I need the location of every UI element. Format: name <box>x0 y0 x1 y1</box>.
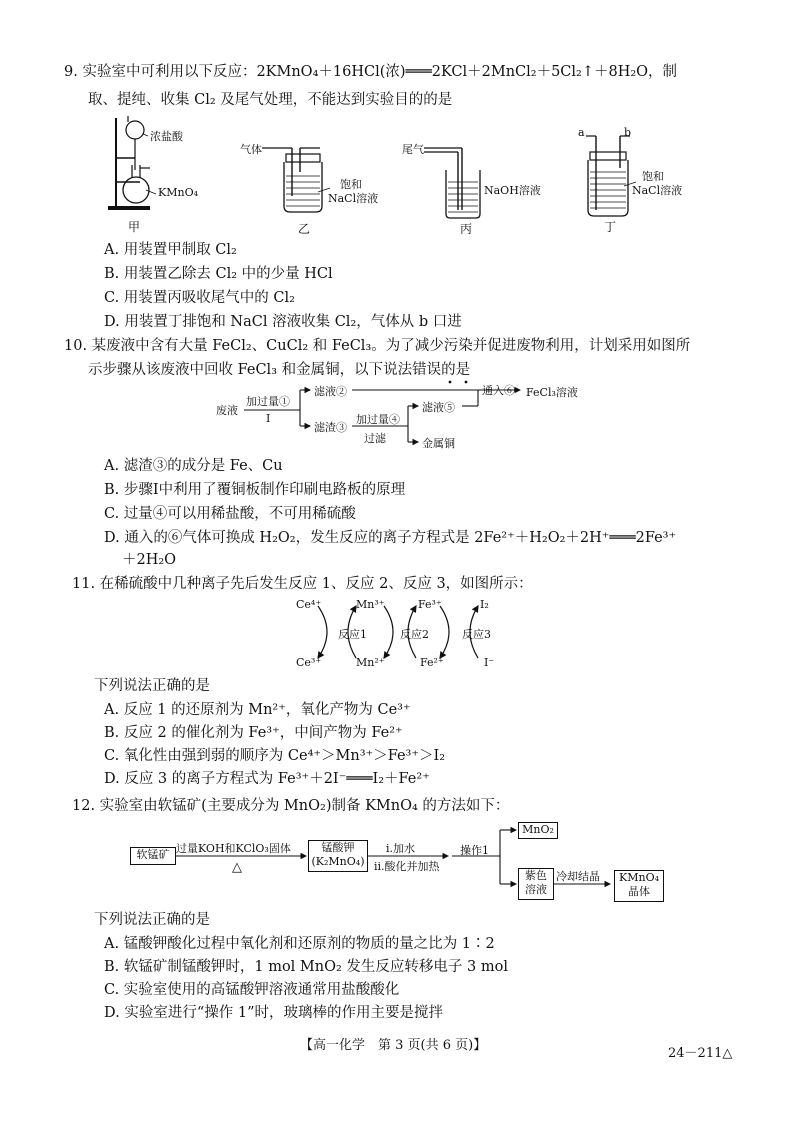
ding-port-a: a <box>578 126 585 139</box>
apparatus-jia-label: 甲 <box>128 220 141 234</box>
q11-option-a: A. 反应 1 的还原剂为 Mn²⁺，氧化产物为 Ce³⁺ <box>104 702 411 718</box>
q10-option-c: C. 过量④可以用稀盐酸，不可用稀硫酸 <box>104 506 356 522</box>
q10-step1-bottom: Ⅰ <box>266 412 271 425</box>
q12-mno2-box: MnO₂ <box>518 822 558 839</box>
page-footer: 【高一化学 第 3 页(共 6 页)】 <box>300 1038 487 1053</box>
q11-option-b: B. 反应 2 的催化剂为 Fe³⁺，中间产物为 Fe²⁺ <box>104 725 403 741</box>
ding-port-b: b <box>624 126 632 139</box>
q10-residue3: 滤渣③ <box>314 421 347 434</box>
q10-option-b: B. 步骤Ⅰ中利用了覆铜板制作印刷电路板的原理 <box>104 482 406 498</box>
q12-manganate-box <box>308 840 368 872</box>
q12-purple-box <box>518 868 554 900</box>
ion-iminus: I⁻ <box>484 656 495 669</box>
q9-stem-line2: 取、提纯、收集 Cl₂ 及尾气处理，不能达到实验目的的是 <box>88 92 453 108</box>
q12-purple-line1: 紫色 <box>525 869 547 882</box>
q12-step-i: ⅰ.加水 <box>386 842 416 855</box>
ion-fe2: Fe²⁺ <box>420 656 444 669</box>
q12-option-c: C. 实验室使用的高锰酸钾溶液通常用盐酸酸化 <box>104 982 400 998</box>
q12-product-line2: 晶体 <box>628 885 650 898</box>
q12-product-box <box>614 870 664 902</box>
q10-step1-top: 加过量① <box>246 395 290 408</box>
ion-ce4: Ce⁴⁺ <box>296 598 322 611</box>
q12-manganate-line1: 锰酸钾 <box>321 841 355 854</box>
q11-prompt: 下列说法正确的是 <box>94 678 210 694</box>
q12-purple-line2: 溶液 <box>525 883 547 896</box>
q10-option-d-cont: ＋2H₂O <box>122 552 177 568</box>
q10-stem-line2: 示步骤从该废液中回收 FeCl₃ 和金属铜，以下说法错误的是 <box>88 362 471 378</box>
reaction-1-label: 反应1 <box>338 628 367 641</box>
q10-product: FeCl₃溶液 <box>526 386 578 399</box>
q12-product-line1: KMnO₄ <box>619 871 659 884</box>
q10-option-d: D. 通入的⑥气体可换成 H₂O₂，发生反应的离子方程式是 2Fe²⁺＋H₂O₂＋2H⁺═══2Fe³⁺ <box>104 530 677 546</box>
q12-prompt: 下列说法正确的是 <box>94 912 210 928</box>
reaction-2-label: 反应2 <box>400 628 429 641</box>
q12-condition-top: 过量KOH和KClO₃固体 <box>176 842 291 855</box>
q10-option-a: A. 滤渣③的成分是 Fe、Cu <box>104 458 283 474</box>
q12-operation1: 操作1 <box>460 844 489 857</box>
q10-copper: 金属铜 <box>422 437 455 450</box>
ion-i2: I₂ <box>480 598 489 611</box>
q10-filtrate5: 滤液⑤ <box>422 401 455 414</box>
q11-option-d: D. 反应 3 的离子方程式为 Fe³⁺＋2I⁻═══I₂＋Fe²⁺ <box>104 771 430 787</box>
reaction-3-label: 反应3 <box>462 628 491 641</box>
ion-mn3: Mn³⁺ <box>356 598 385 611</box>
q12-condition-bottom: △ <box>232 860 242 875</box>
q12-cool-crystallize: 冷却结晶 <box>556 870 600 883</box>
apparatus-yi-label: 乙 <box>298 222 311 236</box>
ding-reagent-2: NaCl溶液 <box>632 184 683 197</box>
bing-reagent: NaOH溶液 <box>484 184 541 197</box>
q10-step2-bottom: 过滤 <box>364 432 386 445</box>
bing-gas-label: 尾气 <box>402 143 424 156</box>
q9-option-d: D. 用装置丁排饱和 NaCl 溶液收集 Cl₂，气体从 b 口进 <box>104 314 462 330</box>
apparatus-ding-label: 丁 <box>604 220 617 234</box>
jia-reagent-top: 浓盐酸 <box>150 130 183 143</box>
paper-code: 24－211△ <box>668 1046 733 1061</box>
q10-start: 废液 <box>216 404 238 417</box>
q12-manganate-line2: (K₂MnO₄) <box>311 855 365 868</box>
apparatus-bing-label: 丙 <box>460 222 473 236</box>
q11-cycle-diagram <box>0 596 794 676</box>
q12-ore-box: 软锰矿 <box>130 847 176 865</box>
yi-gas-label: 气体 <box>240 143 262 156</box>
q11-option-c: C. 氧化性由强到弱的顺序为 Ce⁴⁺＞Mn³⁺＞Fe³⁺＞I₂ <box>104 748 446 764</box>
q12-option-d: D. 实验室进行“操作 1”时，玻璃棒的作用主要是搅拌 <box>104 1005 443 1021</box>
q10-step3: 通入⑥ <box>482 384 515 397</box>
q9-option-c: C. 用装置丙吸收尾气中的 Cl₂ <box>104 290 295 306</box>
ding-reagent-1: 饱和 <box>642 170 664 183</box>
q10-stem-line1: 10. 某废液中含有大量 FeCl₂、CuCl₂ 和 FeCl₃。为了减少污染并促进废物利用，计划采用如图所 <box>64 338 691 354</box>
q9-stem-line1: 9. 实验室中可利用以下反应：2KMnO₄＋16HCl(浓)═══2KCl＋2MnCl₂＋5Cl₂↑＋8H₂O，制 <box>64 64 678 80</box>
q9-option-a: A. 用装置甲制取 Cl₂ <box>104 242 237 258</box>
yi-reagent-1: 饱和 <box>340 178 362 191</box>
q12-option-a: A. 锰酸钾酸化过程中氧化剂和还原剂的物质的量之比为 1∶2 <box>104 936 495 952</box>
ion-ce3: Ce³⁺ <box>296 656 322 669</box>
ion-fe3: Fe³⁺ <box>418 598 442 611</box>
q12-step-ii: ⅱ.酸化并加热 <box>374 860 440 873</box>
q10-filtrate2: 滤液② <box>314 385 347 398</box>
ion-mn2: Mn²⁺ <box>356 656 385 669</box>
q9-option-b: B. 用装置乙除去 Cl₂ 中的少量 HCl <box>104 266 333 282</box>
q10-step2-top: 加过量④ <box>356 413 400 426</box>
yi-reagent-2: NaCl溶液 <box>328 192 379 205</box>
jia-reagent-flask: KMnO₄ <box>158 186 198 199</box>
q12-option-b: B. 软锰矿制锰酸钾时，1 mol MnO₂ 发生反应转移电子 3 mol <box>104 959 508 975</box>
q12-stem: 12. 实验室由软锰矿(主要成分为 MnO₂)制备 KMnO₄ 的方法如下： <box>72 798 510 814</box>
q11-stem: 11. 在稀硫酸中几种离子先后发生反应 1、反应 2、反应 3，如图所示： <box>72 576 533 592</box>
